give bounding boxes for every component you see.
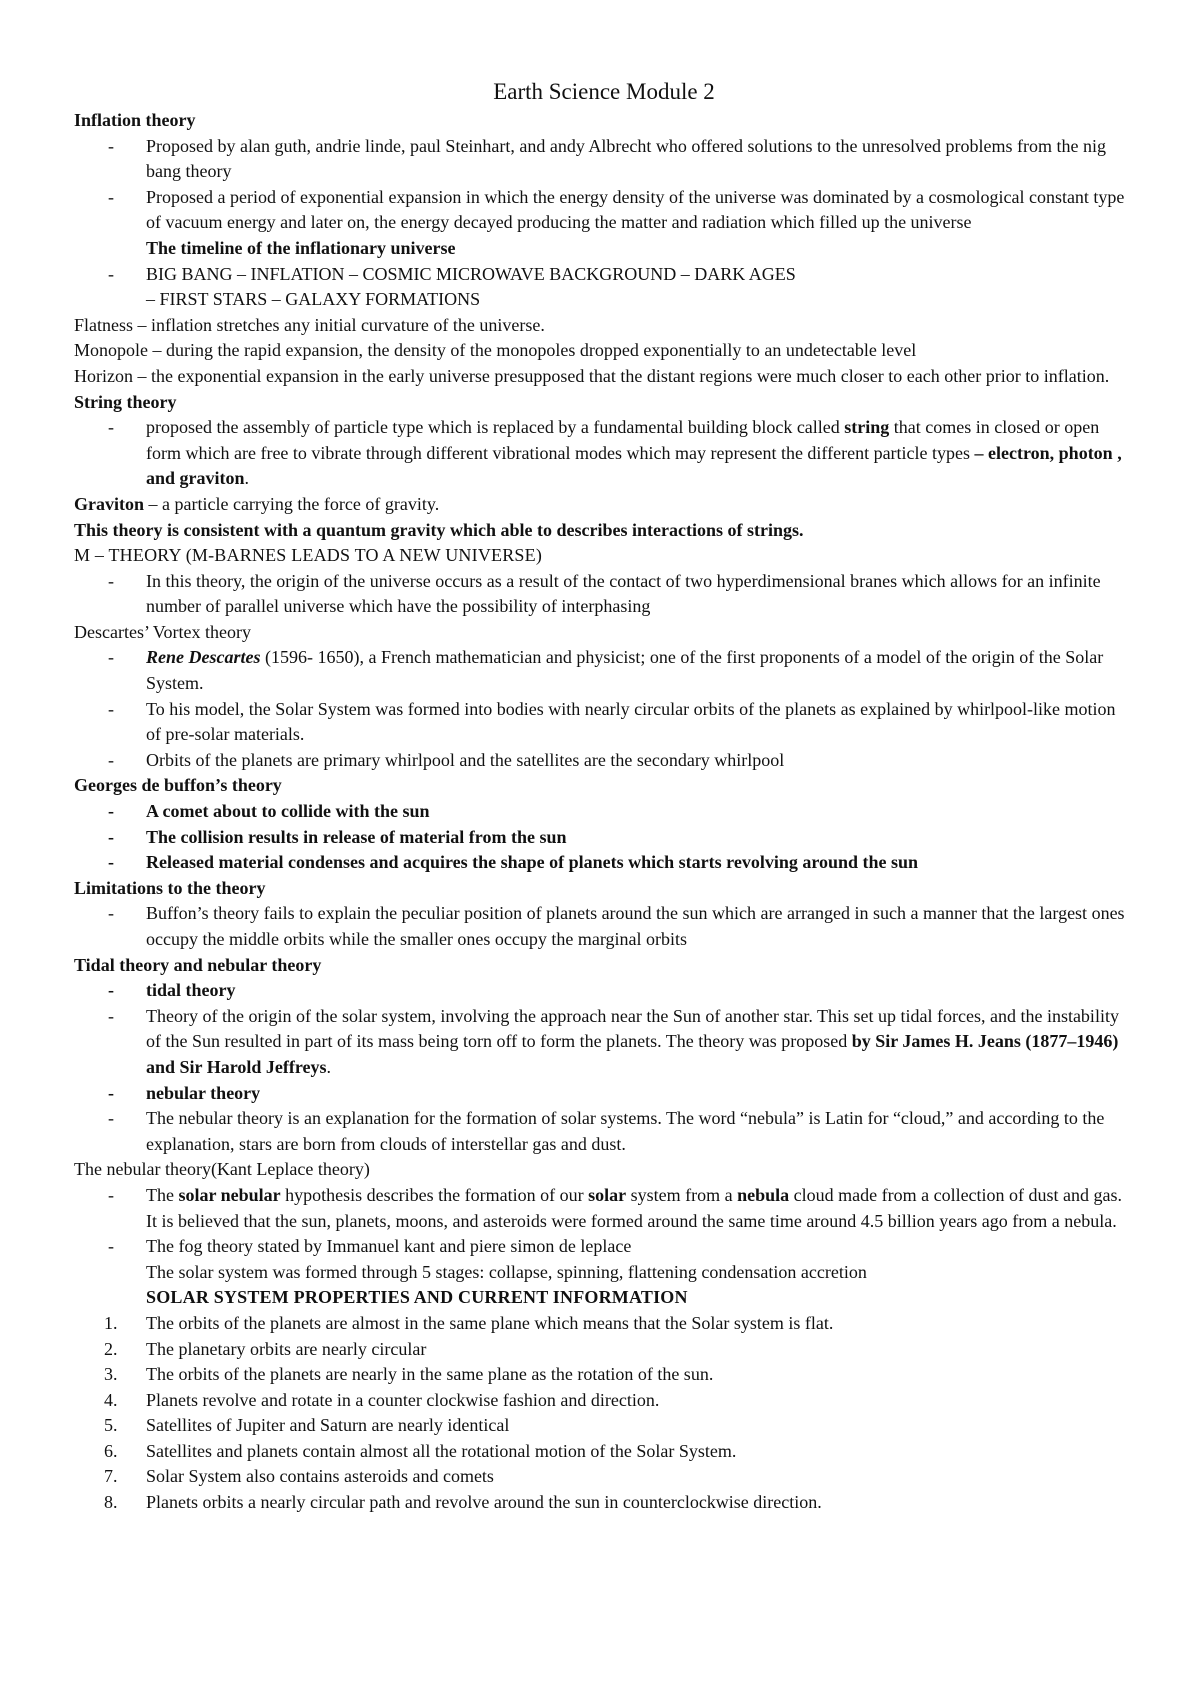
timeline-heading: The timeline of the inflationary universe bbox=[146, 237, 456, 258]
descartes-heading: Descartes’ Vortex theory bbox=[74, 621, 251, 642]
inflation-bullet-1: - Proposed by alan guth, andrie linde, paul Steinhart, and andy Albrecht who offered solutions to the unresolved problems from the nig bang theory bbox=[108, 135, 1106, 182]
list-item: 3. The orbits of the planets are nearly in the same plane as the rotation of the sun. bbox=[74, 1362, 1134, 1388]
bullet-dash: - bbox=[108, 135, 114, 156]
bullet-dash: - bbox=[108, 186, 114, 207]
consistent-statement: This theory is consistent with a quantum gravity which able to describes interactions of strings. bbox=[74, 519, 804, 540]
bullet-dash: - bbox=[108, 1005, 114, 1026]
list-number: 2. bbox=[104, 1338, 118, 1359]
list-item: 6. Satellites and planets contain almost all the rotational motion of the Solar System. bbox=[74, 1439, 1134, 1465]
properties-heading: SOLAR SYSTEM PROPERTIES AND CURRENT INFORMATION bbox=[146, 1287, 688, 1308]
list-number: 7. bbox=[104, 1466, 118, 1487]
bullet-dash: - bbox=[108, 801, 114, 822]
list-number: 5. bbox=[104, 1415, 118, 1436]
bullet-dash: - bbox=[108, 417, 114, 438]
list-number: 4. bbox=[104, 1389, 118, 1410]
list-number: 1. bbox=[104, 1312, 118, 1333]
properties-list bbox=[74, 1311, 1134, 1516]
tidal-label: - tidal theory bbox=[74, 978, 1134, 1004]
bullet-dash: - bbox=[108, 980, 114, 1001]
nebular-bullet: - The nebular theory is an explanation for the formation of solar systems. The word “nebula” is Latin for “cloud,” and according to the explanation, stars are born from clouds of interstellar gas and dust. bbox=[108, 1108, 1105, 1154]
graviton-paragraph: Graviton – a particle carrying the force of gravity. bbox=[74, 493, 440, 514]
list-item: 2. The planetary orbits are nearly circular bbox=[74, 1337, 1134, 1363]
descartes-bullet-1: - Rene Descartes (1596- 1650), a French mathematician and physicist; one of the first proponents of a model of the origin of the Solar System. bbox=[108, 647, 1104, 694]
bullet-dash: - bbox=[108, 852, 114, 873]
document-title: Earth Science Module 2 bbox=[493, 79, 715, 104]
inflation-bullet-2: - Proposed a period of exponential expansion in which the energy density of the universe was dominated by a cosmological constant type of vacuum energy and later on, the energy decayed producing the matter and radiation which filled up the universe bbox=[108, 186, 1125, 233]
list-number: 6. bbox=[104, 1440, 118, 1461]
tidal-heading: Tidal theory and nebular theory bbox=[74, 954, 322, 975]
list-item: 7. Solar System also contains asteroids and comets bbox=[74, 1464, 1134, 1490]
kant-heading: The nebular theory(Kant Leplace theory) bbox=[74, 1159, 370, 1180]
tidal-bullet: - Theory of the origin of the solar system, involving the approach near the Sun of another star. This set up tidal forces, and the instability of the Sun resulted in part of its mass being torn off to form the planets. The theory was proposed by Sir James H. Jeans (1877–1946) and Sir Harold Jeffreys. bbox=[108, 1005, 1119, 1077]
list-item: 1. The orbits of the planets are almost in the same plane which means that the Solar system is flat. bbox=[74, 1311, 1134, 1337]
limitations-bullet-1: - Buffon’s theory fails to explain the peculiar position of planets around the sun which are arranged in such a manner that the largest ones occupy the middle orbits while the smaller ones occupy the marginal orbits bbox=[108, 903, 1125, 949]
list-item: 4. Planets revolve and rotate in a counter clockwise fashion and direction. bbox=[74, 1388, 1134, 1414]
inflation-heading: Inflation theory bbox=[74, 110, 196, 130]
mtheory-bullet-1: - In this theory, the origin of the universe occurs as a result of the contact of two hyperdimensional branes which allows for an infinite number of parallel universe which have the possibility of interphasing bbox=[108, 570, 1101, 617]
list-item: 5. Satellites of Jupiter and Saturn are nearly identical bbox=[74, 1413, 1134, 1439]
list-number: 3. bbox=[104, 1364, 118, 1385]
list-item: 8. Planets orbits a nearly circular path and revolve around the sun in counterclockwise direction. bbox=[74, 1490, 1134, 1516]
bullet-dash: - bbox=[108, 826, 114, 847]
kant-bullet-2: - The fog theory stated by Immanuel kant and piere simon de leplace bbox=[74, 1234, 1134, 1260]
limitations-heading: Limitations to the theory bbox=[74, 877, 266, 898]
bullet-dash: - bbox=[108, 698, 114, 719]
kant-bullet-1: - The solar nebular hypothesis describes the formation of our solar system from a nebula cloud made from a collection of dust and gas. It is believed that the sun, planets, moons, and asteroids were formed around the same time around 4.5 billion years ago from a nebula. bbox=[108, 1184, 1123, 1231]
bullet-dash: - bbox=[108, 570, 114, 591]
descartes-bullet-3: - Orbits of the planets are primary whirlpool and the satellites are the secondary whirlpool bbox=[74, 748, 1134, 774]
bullet-dash: - bbox=[108, 647, 114, 668]
mtheory-heading: M – THEORY (M-BARNES LEADS TO A NEW UNIVERSE) bbox=[74, 545, 543, 566]
timeline-continuation: – FIRST STARS – GALAXY FORMATIONS bbox=[146, 289, 481, 310]
flatness-paragraph: Flatness – inflation stretches any initial curvature of the universe. bbox=[74, 314, 545, 335]
string-bullet-1: - proposed the assembly of particle type which is replaced by a fundamental building block called string that comes in closed or open form which are free to vibrate through different vibrational modes which may represent the different particle types – electron, photon , and graviton. bbox=[108, 417, 1122, 489]
bullet-dash: - bbox=[108, 903, 114, 924]
bullet-dash: - bbox=[108, 1108, 114, 1129]
monopole-paragraph: Monopole – during the rapid expansion, the density of the monopoles dropped exponentially to an undetectable level bbox=[74, 340, 917, 361]
nebular-label: - nebular theory bbox=[74, 1081, 1134, 1107]
bullet-dash: - bbox=[108, 1184, 114, 1205]
bullet-dash: - bbox=[108, 749, 114, 770]
horizon-paragraph: Horizon – the exponential expansion in the early universe presupposed that the distant regions were much closer to each other prior to inflation. bbox=[74, 365, 1110, 386]
buffon-bullet-2: - The collision results in release of material from the sun bbox=[74, 825, 1134, 851]
string-heading: String theory bbox=[74, 391, 177, 412]
timeline-bullet: - BIG BANG – INFLATION – COSMIC MICROWAVE BACKGROUND – DARK AGES bbox=[74, 262, 1134, 288]
descartes-bullet-2: - To his model, the Solar System was formed into bodies with nearly circular orbits of the planets as explained by whirlpool-like motion of pre-solar materials. bbox=[108, 698, 1116, 745]
bullet-dash: - bbox=[108, 263, 114, 284]
buffon-bullet-1: - A comet about to collide with the sun bbox=[74, 799, 1134, 825]
list-number: 8. bbox=[104, 1492, 118, 1513]
buffon-bullet-3: - Released material condenses and acquires the shape of planets which starts revolving around the sun bbox=[74, 850, 1134, 876]
bullet-dash: - bbox=[108, 1236, 114, 1257]
kant-bullet-2-continuation: The solar system was formed through 5 stages: collapse, spinning, flattening condensation accretion bbox=[146, 1261, 867, 1282]
buffon-heading: Georges de buffon’s theory bbox=[74, 775, 282, 796]
document-page bbox=[74, 76, 1134, 1516]
bullet-dash: - bbox=[108, 1082, 114, 1103]
